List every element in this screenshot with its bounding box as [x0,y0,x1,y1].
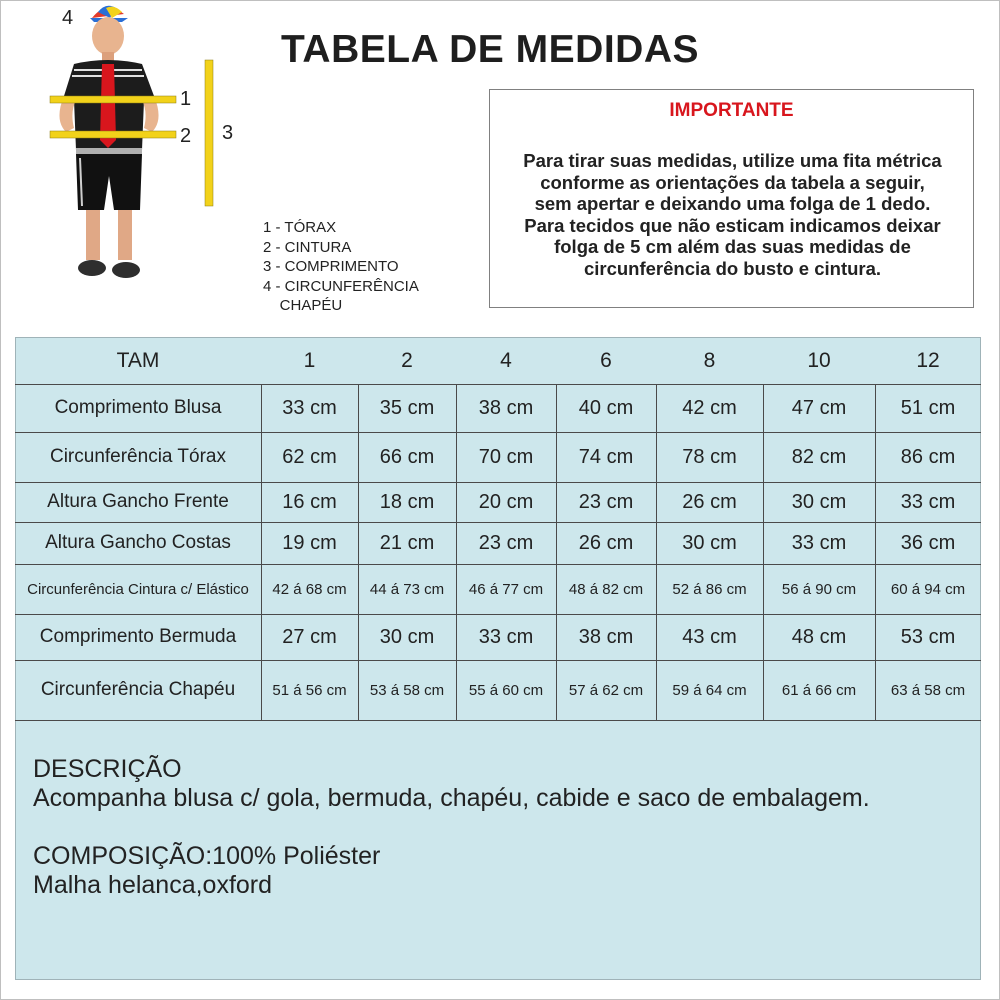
table-cell: 26 cm [578,531,634,554]
description-heading: DESCRIÇÃO [33,755,182,783]
table-cell: 59 á 64 cm [672,681,747,699]
table-column-divider [875,384,876,720]
table-cell: 16 cm [282,490,337,513]
important-heading: IMPORTANTE [669,100,794,121]
table-cell: 51 á 56 cm [272,681,347,699]
table-cell: 66 cm [379,445,435,468]
important-box [489,89,974,308]
legend-item-torax: 1 - TÓRAX [263,219,337,236]
important-line: Para tirar suas medidas, utilize uma fita métrica [523,150,942,171]
table-cell: 18 cm [379,490,435,513]
legend-item-chapeu-cont: CHAPÉU [263,297,343,314]
table-row-label: Comprimento Blusa [54,397,222,418]
table-header-size: 10 [807,348,831,372]
table-cell: 51 cm [900,396,956,419]
composition-text: COMPOSIÇÃO:100% Poliéster [33,842,381,870]
table-cell: 26 cm [682,490,737,513]
table-row-divider [15,522,981,523]
description-text: Acompanha blusa c/ gola, bermuda, chapéu, cabide e saco de embalagem. [33,784,870,812]
table-cell: 63 á 58 cm [890,681,966,699]
important-line: conforme as orientações da tabela a seguir, [540,171,925,193]
table-cell: 23 cm [578,490,634,513]
table-column-divider [656,384,657,720]
table-cell: 57 á 62 cm [568,681,644,699]
table-cell: 33 cm [900,490,956,513]
important-line: folga de 5 cm além das suas medidas de [554,236,911,257]
table-cell: 42 á 68 cm [272,580,347,598]
table-cell: 53 á 58 cm [369,681,445,699]
table-cell: 36 cm [900,531,956,554]
page-title: TABELA DE MEDIDAS [281,28,699,71]
table-cell: 52 á 86 cm [672,580,747,598]
table-cell: 56 á 90 cm [781,580,857,598]
table-cell: 48 á 82 cm [568,580,644,598]
table-column-divider [763,384,764,720]
important-line: Para tecidos que não esticam indicamos deixar [524,214,941,236]
important-line: circunferência do busto e cintura. [583,257,882,279]
table-cell: 44 á 73 cm [369,580,445,598]
table-row-label: Altura Gancho Costas [45,532,231,553]
table-header-size: 6 [600,348,612,372]
table-cell: 33 cm [478,625,534,648]
length-tape [205,60,213,206]
table-cell: 35 cm [379,396,435,419]
marker-4: 4 [62,7,74,29]
table-header-tam: TAM [116,348,160,372]
table-row-label: Circunferência Chapéu [40,679,236,700]
legend-item-cintura: 2 - CINTURA [263,238,352,256]
important-line: sem apertar e deixando uma folga de 1 dedo. [534,193,931,214]
table-row-label: Circunferência Cintura c/ Elástico [27,580,249,598]
table-row-divider [15,482,981,483]
table-row-label: Altura Gancho Frente [47,491,229,512]
marker-2: 2 [180,125,192,147]
table-cell: 38 cm [578,625,634,648]
table-column-divider [556,384,557,720]
table-header-size: 4 [500,348,512,372]
marker-1: 1 [180,88,192,110]
table-column-divider [261,384,262,720]
table-row-divider [15,384,981,385]
table-cell: 60 á 94 cm [890,580,966,598]
table-header-size: 8 [703,348,716,372]
child-costume-illustration [40,0,250,300]
table-cell: 33 cm [282,396,337,419]
material-text: Malha helanca,oxford [33,871,273,899]
important-text [500,150,965,279]
table-header-size: 2 [401,348,413,372]
table-cell: 55 á 60 cm [468,681,544,699]
table-cell: 20 cm [478,490,534,513]
table-row-label: Comprimento Bermuda [39,626,237,647]
marker-3: 3 [222,122,234,144]
table-row-divider [15,720,981,721]
legend-item-comprimento: 3 - COMPRIMENTO [263,258,399,275]
table-cell: 53 cm [900,625,956,648]
table-cell: 43 cm [682,625,737,648]
table-cell: 46 á 77 cm [468,580,544,598]
table-column-divider [358,384,359,720]
table-row-divider [15,432,981,433]
table-cell: 70 cm [478,445,534,468]
measurement-legend [263,218,419,316]
table-cell: 21 cm [379,531,435,554]
table-row-divider [15,564,981,565]
table-cell: 47 cm [791,396,847,419]
description-block [33,755,870,900]
table-cell: 78 cm [682,445,737,468]
measurement-figure [40,0,250,300]
table-header-size: 1 [303,348,316,372]
table-column-divider [456,384,457,720]
table-cell: 23 cm [478,531,534,554]
table-cell: 74 cm [578,445,634,468]
legend-item-chapeu: 4 - CIRCUNFERÊNCIA [263,277,419,295]
table-cell: 38 cm [478,396,534,419]
table-row-divider [15,614,981,615]
table-cell: 27 cm [282,625,337,648]
table-cell: 19 cm [282,531,337,554]
table-cell: 82 cm [791,445,847,468]
waist-tape [50,131,176,138]
table-row-divider [15,660,981,661]
chest-tape [50,96,176,103]
table-cell: 30 cm [379,625,435,648]
table-cell: 33 cm [791,531,847,554]
table-cell: 42 cm [682,396,737,419]
table-cell: 30 cm [791,490,847,513]
table-cell: 62 cm [282,445,337,468]
table-row-label: Circunferência Tórax [49,446,226,467]
table-header-size: 12 [916,348,940,372]
table-cell: 40 cm [578,396,634,419]
table-cell: 48 cm [791,625,847,648]
table-cell: 86 cm [900,445,956,468]
size-table [15,337,981,720]
table-cell: 61 á 66 cm [781,681,857,699]
table-cell: 30 cm [682,531,737,554]
